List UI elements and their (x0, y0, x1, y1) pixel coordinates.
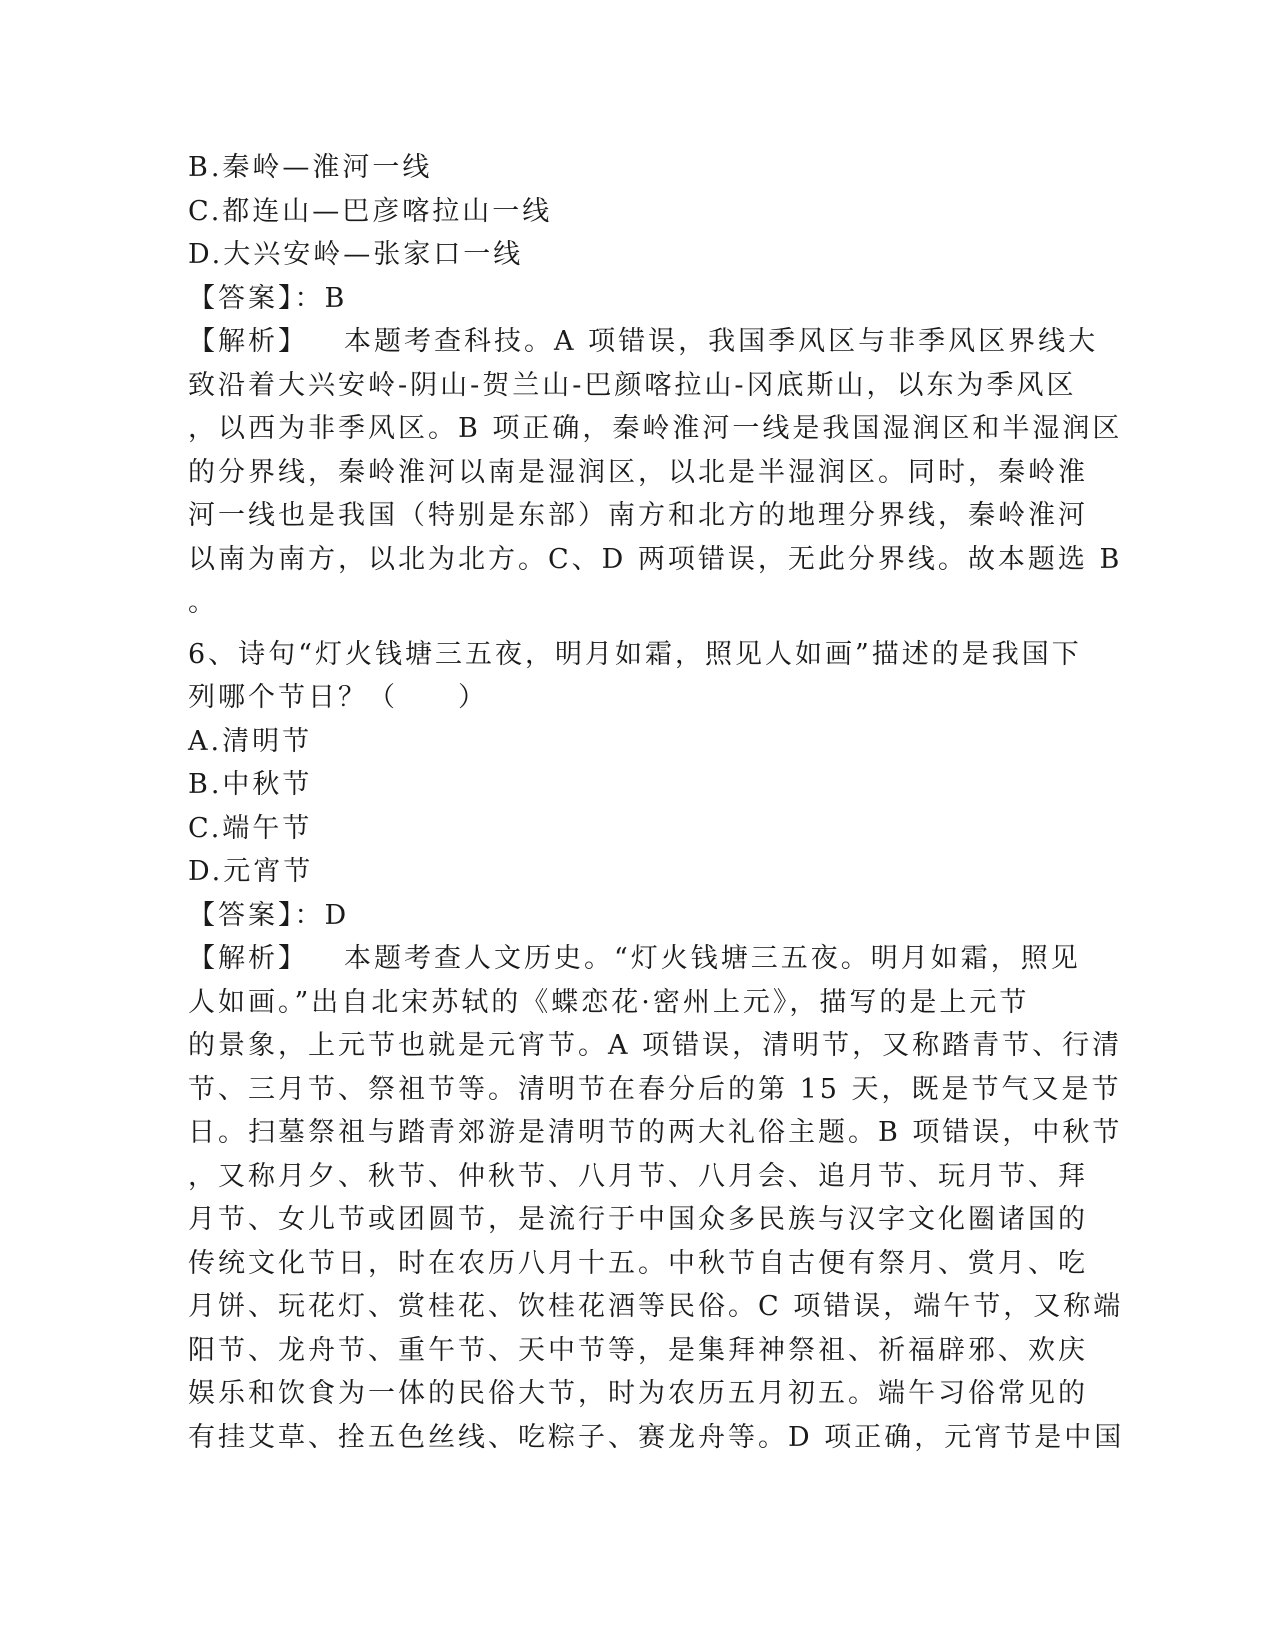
q6-answer (188, 894, 1088, 938)
q5-analysis-label: 【解析】 (188, 326, 308, 357)
q5-analysis-line: 河一线也是我国（特别是东部）南方和北方的地理分界线，秦岭淮河 (188, 500, 1088, 531)
q6-analysis-label: 【解析】 (188, 943, 308, 974)
q6-analysis-line: 月节、女儿节或团圆节，是流行于中国众多民族与汉字文化圈诸国的 (188, 1204, 1088, 1235)
q5-answer-value: B (324, 282, 348, 314)
q6-analysis-line: 人如画。”出自北宋苏轼的《蝶恋花·密州上元》，描写的是上元节 (188, 986, 1030, 1018)
q6-stem-line: 6、诗句“灯火钱塘三五夜，明月如霜，照见人如画”描述的是我国下 (188, 638, 1082, 670)
q6-analysis-line: ，又称月夕、秋节、仲秋节、八月节、八月会、追月节、玩月节、拜 (188, 1160, 1088, 1192)
q6-stem-line: 列哪个节日？（ ） (188, 682, 488, 713)
question-spacer (188, 625, 1088, 633)
q6-option-a: A.清明节 (188, 725, 313, 757)
q5-analysis-line: 的分界线，秦岭淮河以南是湿润区，以北是半湿润区。同时，秦岭淮 (188, 456, 1088, 488)
q5-analysis-line: 。 (188, 587, 218, 618)
q6-analysis-line: 有挂艾草、拴五色丝线、吃粽子、赛龙舟等。D 项正确，元宵节是中国 (188, 1421, 1125, 1453)
q5-analysis-line: ，以西为非季风区。B 项正确，秦岭淮河一线是我国湿润区和半湿润区 (188, 413, 1123, 444)
q6-analysis-line: 的景象，上元节也就是元宵节。A 项错误，清明节，又称踏青节、行清 (188, 1030, 1123, 1061)
q6-analysis-line: 月饼、玩花灯、赏桂花、饮桂花酒等民俗。C 项错误，端午节，又称端 (188, 1291, 1124, 1322)
q5-analysis-line: 致沿着大兴安岭-阴山-贺兰山-巴颜喀拉山-冈底斯山，以东为季风区 (188, 369, 1077, 401)
q5-analysis-line (188, 320, 1099, 364)
q6-analysis-line: 节、三月节、祭祖节等。清明节在春分后的第 15 天，既是节气又是节 (188, 1073, 1122, 1105)
q6-answer-label: 【答案】： (188, 899, 325, 931)
q6-analysis-line: 娱乐和饮食为一体的民俗大节，时为农历五月初五。端午习俗常见的 (188, 1378, 1088, 1409)
q6-option-c: C.端午节 (188, 812, 313, 844)
document-body (188, 146, 1125, 1459)
q6-analysis-line: 日。扫墓祭祖与踏青郊游是清明节的两大礼俗主题。B 项错误，中秋节 (188, 1117, 1123, 1148)
q6-analysis-line: 传统文化节日，时在农历八月十五。中秋节自古便有祭月、赏月、吃 (188, 1247, 1088, 1279)
q6-answer-value: D (324, 899, 350, 931)
q5-option-d: D.大兴安岭—张家口一线 (188, 239, 524, 270)
q5-answer (188, 277, 1088, 321)
q6-option-b: B.中秋节 (188, 769, 313, 800)
q5-option-c: C.都连山—巴彦喀拉山一线 (188, 195, 553, 227)
q5-option-b: B.秦岭—淮河一线 (188, 152, 433, 183)
q6-analysis-text: 本题考查人文历史。“灯火钱塘三五夜。明月如霜，照见 (344, 943, 1081, 974)
q5-analysis-line: 以南为南方，以北为北方。C、D 两项错误，无此分界线。故本题选 B (188, 543, 1123, 575)
q6-option-d: D.元宵节 (188, 856, 314, 887)
q5-analysis-text: 本题考查科技。A 项错误，我国季风区与非季风区界线大 (344, 326, 1099, 357)
q6-analysis-line (188, 937, 1088, 981)
q6-analysis-line: 阳节、龙舟节、重午节、天中节等，是集拜神祭祖、祈福辟邪、欢庆 (188, 1334, 1088, 1366)
q5-answer-label: 【答案】： (188, 282, 325, 314)
